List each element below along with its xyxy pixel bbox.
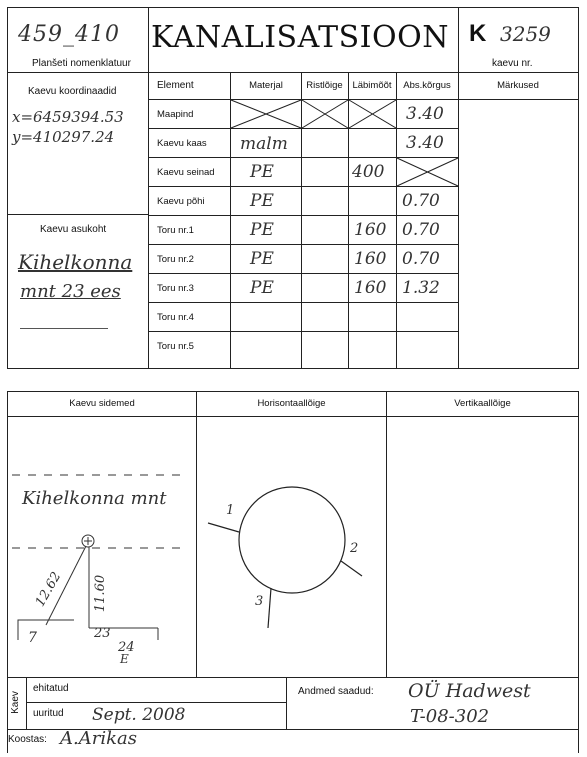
well-prefix: K <box>469 20 487 47</box>
cell-labimoot-toru3: 160 <box>354 278 387 298</box>
row-label: Toru nr.5 <box>157 341 194 352</box>
sketch-house1: 7 <box>28 630 37 646</box>
row-label: Toru nr.4 <box>157 312 194 323</box>
coord-x: x=6459394.53 <box>12 108 124 126</box>
cell-labimoot-seinad: 400 <box>352 162 385 182</box>
location-line2: mnt 23 ees <box>20 281 121 302</box>
sketch-col3-label: Vertikaallõige <box>454 398 511 409</box>
data-from-label: Andmed saadud: <box>298 686 374 697</box>
row-label: Toru nr.2 <box>157 254 194 265</box>
cell-materjal-toru3: PE <box>250 278 274 298</box>
cell-materjal-toru2: PE <box>250 249 274 269</box>
row-label: Kaevu põhi <box>157 196 205 207</box>
cell-abs-maapind: 3.40 <box>406 104 444 124</box>
sketch-col1-label: Kaevu sidemed <box>69 398 135 409</box>
col-header-ristloige: Ristlõige <box>306 80 343 91</box>
col-header-element: Element <box>157 80 194 91</box>
cell-materjal-toru1: PE <box>250 220 274 240</box>
row-label: Toru nr.1 <box>157 225 194 236</box>
sketch-col2-label: Horisontaallõige <box>257 398 326 409</box>
built-label: ehitatud <box>33 683 69 694</box>
well-label: kaevu nr. <box>492 58 533 69</box>
row-label: Toru nr.3 <box>157 283 194 294</box>
pipe-label-2: 2 <box>350 541 359 556</box>
cell-materjal-kaas: malm <box>240 134 288 154</box>
row-label: Maapind <box>157 109 194 120</box>
measured-date: Sept. 2008 <box>92 705 186 725</box>
author-label: Koostas: <box>8 734 47 745</box>
sheet-number: 459_410 <box>18 22 120 47</box>
sketch-street: Kihelkonna mnt <box>22 488 167 509</box>
cell-labimoot-toru2: 160 <box>354 249 387 269</box>
sketch-dist1: 12.62 <box>32 569 65 610</box>
col-header-markused: Märkused <box>497 80 539 91</box>
row-label: Kaevu seinad <box>157 167 215 178</box>
cell-abs-toru2: 0.70 <box>402 249 440 269</box>
cell-abs-pohi: 0.70 <box>402 191 440 211</box>
sketch-dist2: 11.60 <box>93 574 109 613</box>
cell-abs-toru1: 0.70 <box>402 220 440 240</box>
col-header-labimoot: Läbimõõt <box>352 80 392 91</box>
cell-materjal-pohi: PE <box>250 191 274 211</box>
location-line1: Kihelkonna <box>18 250 133 274</box>
page-title: KANALISATSIOON <box>151 20 449 55</box>
cell-abs-toru3: 1.32 <box>402 278 440 298</box>
footer-side-label: Kaev <box>9 691 21 714</box>
sketch-house3-sub: E <box>120 652 129 666</box>
location-label: Kaevu asukoht <box>40 224 107 235</box>
data-from-2: T-08-302 <box>410 706 490 727</box>
measured-label: uuritud <box>33 708 64 719</box>
row-label: Kaevu kaas <box>157 138 207 149</box>
well-number: 3259 <box>500 22 551 46</box>
author-name: A.Arikas <box>60 728 137 749</box>
coord-y: y=410297.24 <box>12 128 115 146</box>
cell-labimoot-toru1: 160 <box>354 220 387 240</box>
sheet-label: Planšeti nomenklatuur <box>32 58 131 69</box>
pipe-label-3: 3 <box>255 594 264 609</box>
cell-abs-kaas: 3.40 <box>406 133 444 153</box>
col-header-materjal: Materjal <box>249 80 283 91</box>
coords-label: Kaevu koordinaadid <box>28 86 117 97</box>
sketch-house3: 24 <box>118 640 135 655</box>
col-header-abs: Abs.kõrgus <box>403 80 451 91</box>
sketch-house2: 23 <box>94 626 111 641</box>
cell-materjal-seinad: PE <box>250 162 274 182</box>
data-from-1: OÜ Hadwest <box>408 680 531 702</box>
pipe-label-1: 1 <box>226 503 235 518</box>
